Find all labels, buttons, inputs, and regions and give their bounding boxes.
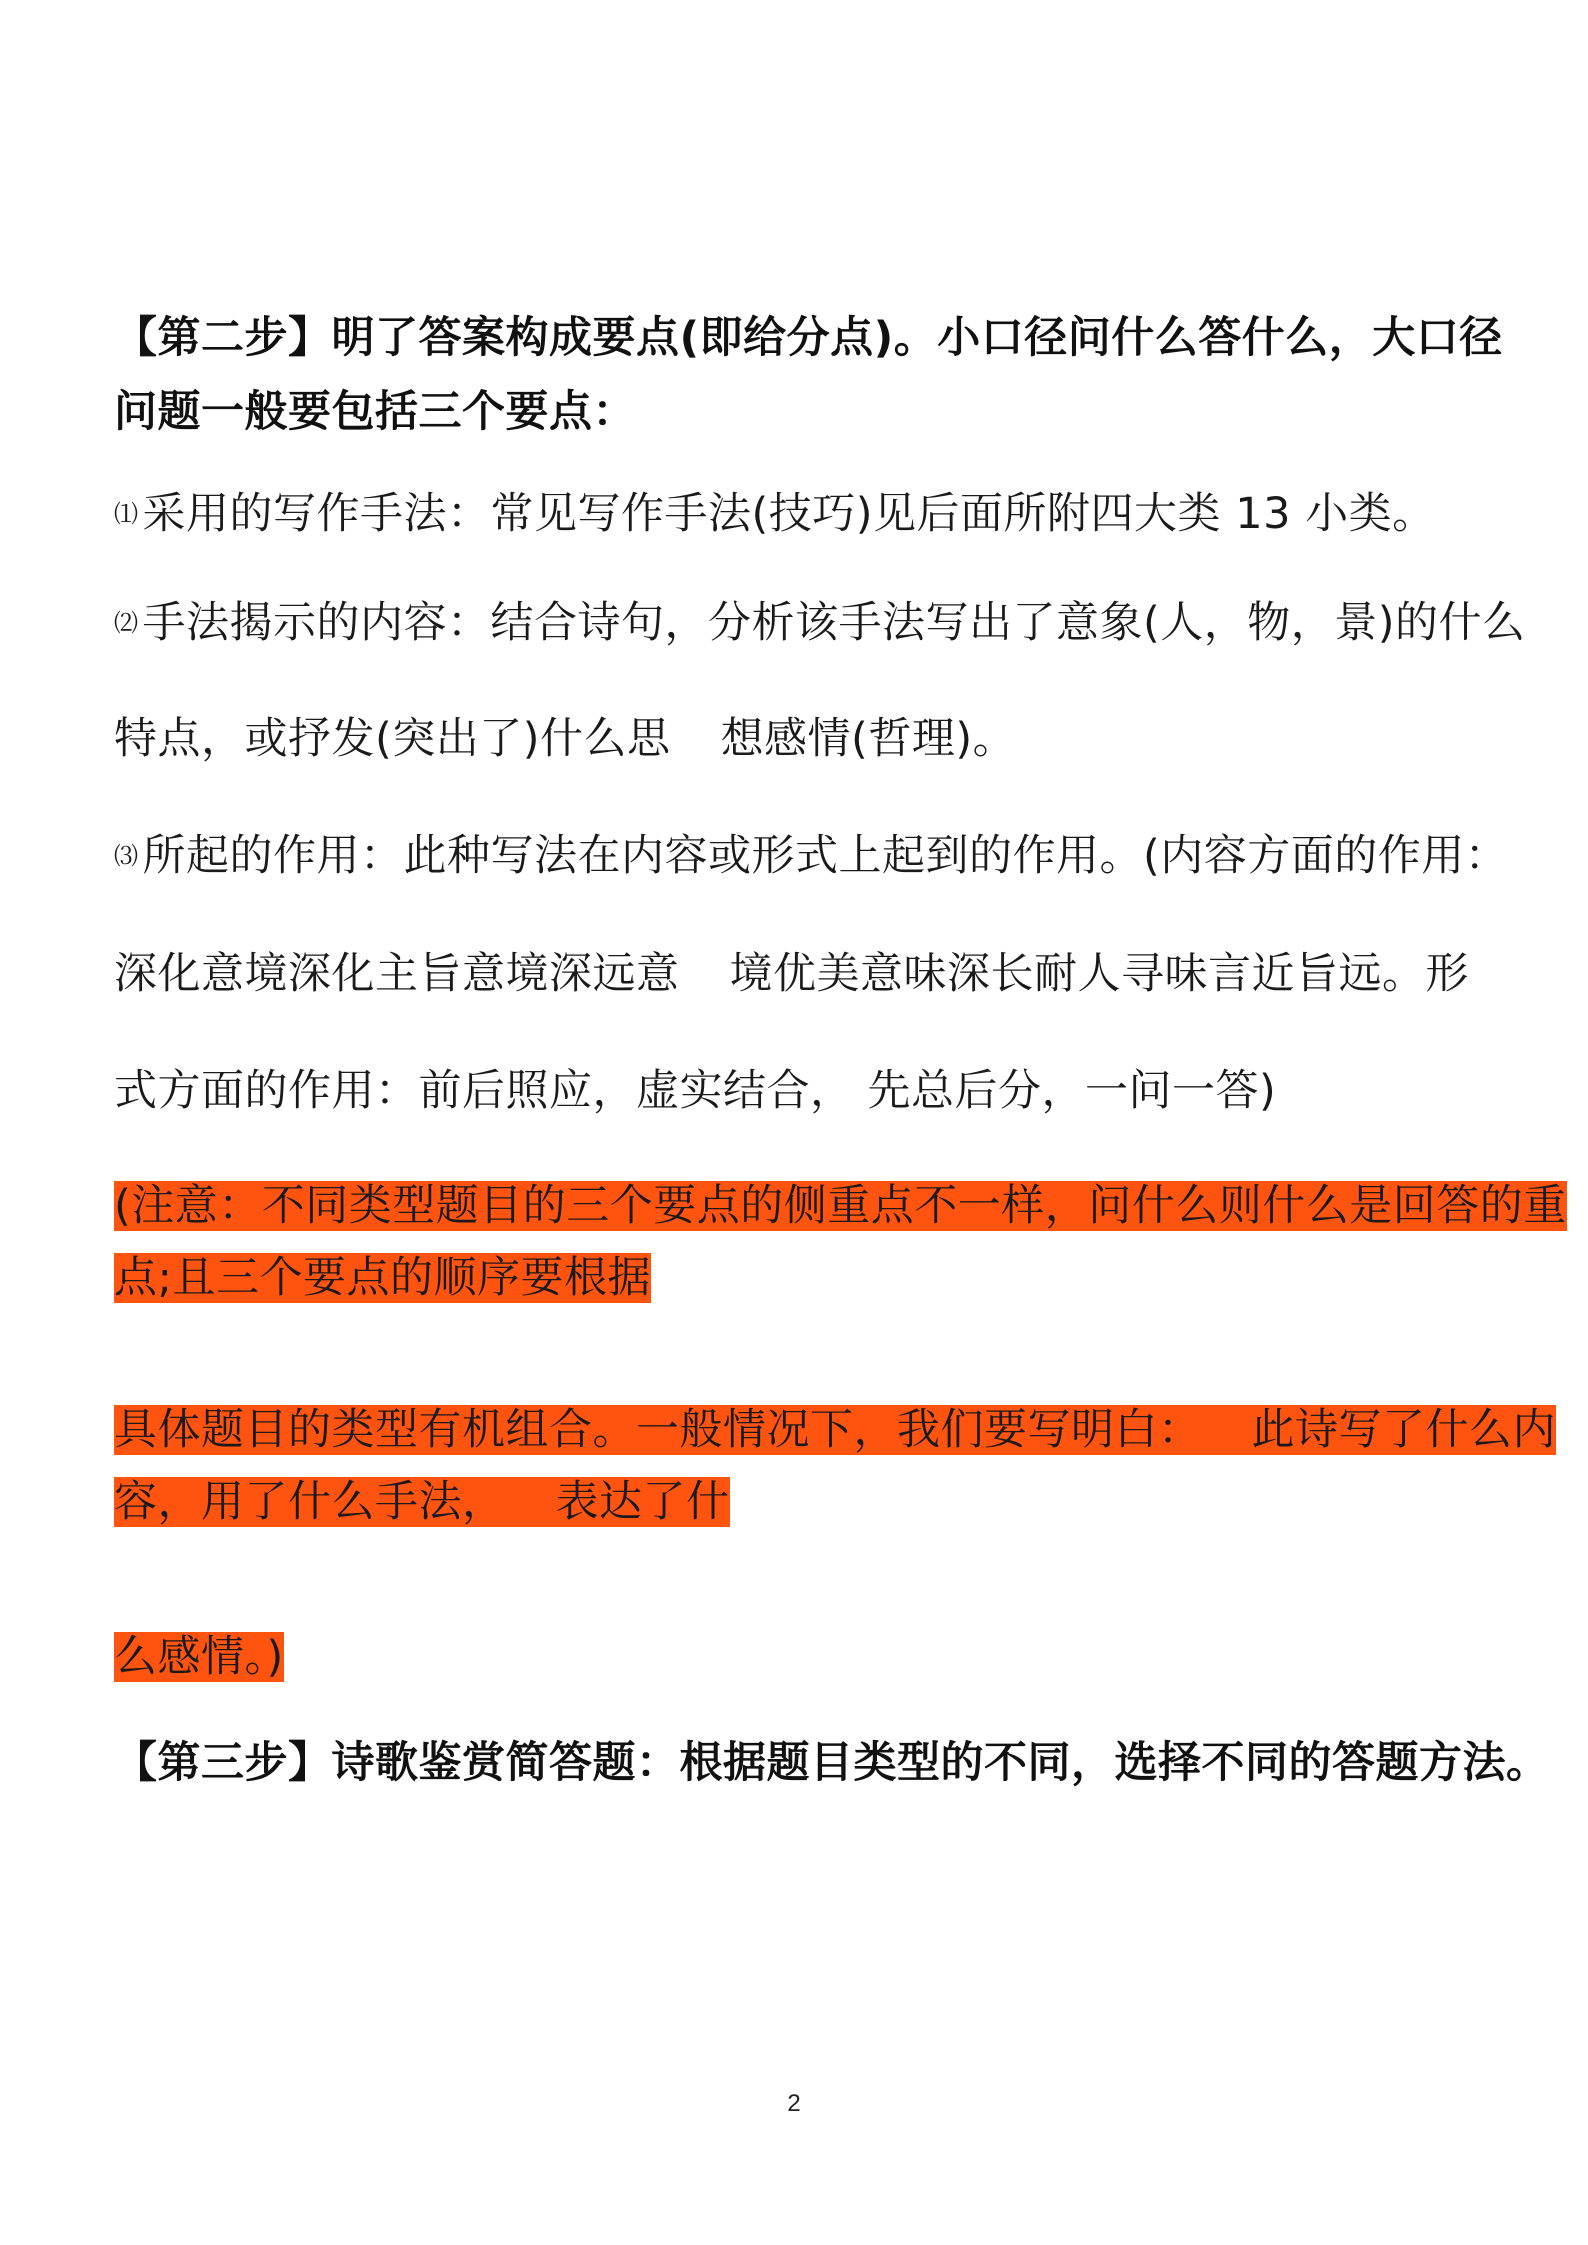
point-3 [114, 826, 1508, 886]
note-line-4 [114, 1472, 730, 1532]
note-line-5-highlight: 么感情。) [114, 1632, 284, 1682]
note-line-2 [114, 1248, 651, 1308]
step2-heading-line2: 问题一般要包括三个要点： [114, 387, 636, 437]
note-line-3 [114, 1400, 1556, 1460]
point-2-cont-b: 想感情(哲理)。 [720, 714, 1017, 764]
point-3-cont1-b: 境优美意味深长耐人寻味言近旨远。形 [729, 949, 1469, 999]
point-3-number: ⑶ [114, 842, 139, 870]
note-line-3-b: 此诗写了什么内 [1251, 1405, 1556, 1455]
note-line-3-a: 具体题目的类型有机组合。一般情况下，我们要写明白： [114, 1405, 1202, 1455]
note-line-4-b: 表达了什 [555, 1477, 730, 1527]
point-3-text: 所起的作用：此种写法在内容或形式上起到的作用。(内容方面的作用： [142, 831, 1509, 881]
note-line-4-highlight [114, 1477, 730, 1527]
note-line-1-highlight: (注意：不同类型题目的三个要点的侧重点不一样，问什么则什么是回答的重 [114, 1181, 1567, 1231]
point-3-continuation-2 [114, 1061, 1276, 1121]
step3-heading: 【第三步】诗歌鉴赏简答题：根据题目类型的不同，选择不同的答题方法。 [114, 1738, 1550, 1788]
point-1-text: 采用的写作手法：常见写作手法(技巧)见后面所附四大类 13 小类。 [142, 489, 1436, 539]
note-line-5 [114, 1627, 284, 1687]
point-2-text: 手法揭示的内容：结合诗句，分析该手法写出了意象(人，物，景)的什么 [142, 598, 1526, 648]
point-3-cont2-a: 式方面的作用：前后照应，虚实结合， [114, 1066, 854, 1116]
note-line-4-a: 容，用了什么手法， [114, 1477, 506, 1527]
point-3-cont1-a: 深化意境深化主旨意境深远意 [114, 949, 680, 999]
point-3-continuation-1 [114, 944, 1469, 1004]
note-line-3-highlight [114, 1405, 1556, 1455]
point-2 [114, 593, 1526, 653]
point-1 [114, 484, 1436, 544]
point-3-cont2-b: 先总后分，一问一答) [867, 1066, 1277, 1116]
point-2-number: ⑵ [114, 609, 139, 637]
note-line-2-highlight: 点;且三个要点的顺序要根据 [114, 1253, 651, 1303]
step2-heading-line1: 【第二步】明了答案构成要点(即给分点)。小口径问什么答什么，大口径 [114, 313, 1503, 363]
page-number: 2 [787, 2090, 801, 2117]
point-1-number: ⑴ [114, 500, 139, 528]
note-line-1 [114, 1176, 1567, 1236]
point-2-continuation [114, 709, 1016, 769]
point-2-cont-a: 特点，或抒发(突出了)什么思 [114, 714, 671, 764]
